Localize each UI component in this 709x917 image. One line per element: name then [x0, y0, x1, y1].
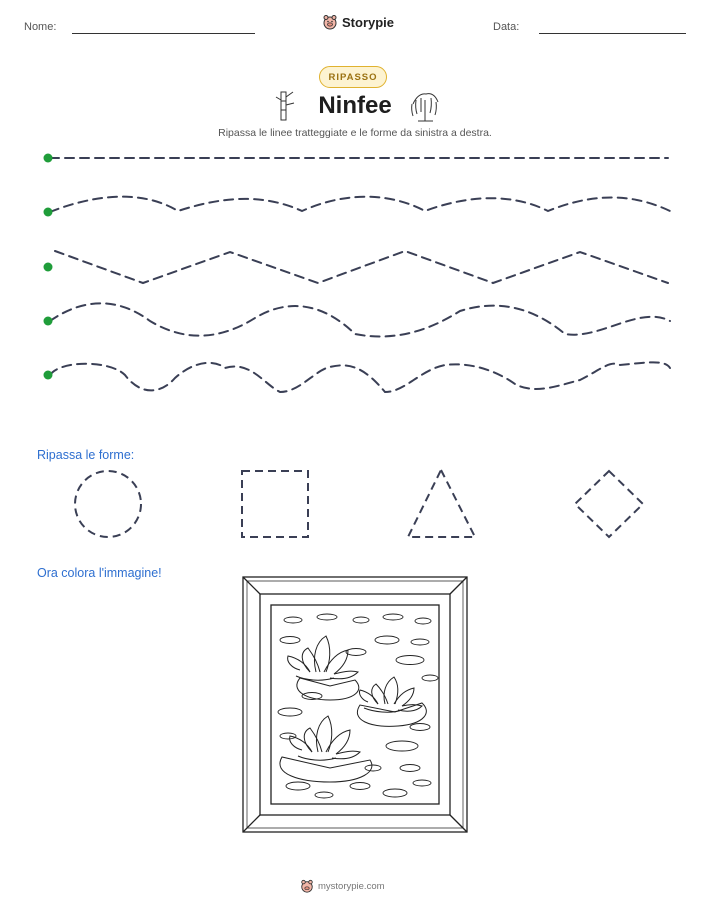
brand-name: Storypie: [342, 14, 395, 30]
trace-triangle[interactable]: [408, 470, 475, 537]
footer: [300, 879, 410, 893]
start-dot: [44, 154, 53, 163]
date-label: Data:: [493, 21, 520, 33]
trace-line-wave-2[interactable]: [50, 303, 670, 336]
pig-logo-icon: [300, 879, 314, 893]
start-dot: [44, 317, 53, 326]
trace-square[interactable]: [242, 471, 308, 537]
worksheet-title: Ninfee: [318, 92, 392, 119]
start-dot: [44, 371, 53, 380]
instruction-text: Ripassa le linee tratteggiate e le forme da sinistra a destra.: [218, 127, 492, 139]
start-dot: [44, 263, 53, 272]
name-label: Nome:: [24, 21, 57, 33]
trace-line-wave-1[interactable]: [50, 197, 670, 212]
trace-line-wave-3[interactable]: [50, 362, 670, 392]
trace-diamond[interactable]: [575, 471, 643, 537]
start-dot: [44, 208, 53, 217]
review-badge: RIPASSO: [319, 66, 387, 88]
color-section-label: Ora colora l'immagine!: [37, 566, 162, 580]
footer-url[interactable]: mystorypie.com: [318, 880, 385, 892]
trace-line-zigzag[interactable]: [55, 251, 668, 283]
shapes-section-label: Ripassa le forme:: [37, 448, 135, 462]
trace-circle[interactable]: [75, 471, 141, 537]
